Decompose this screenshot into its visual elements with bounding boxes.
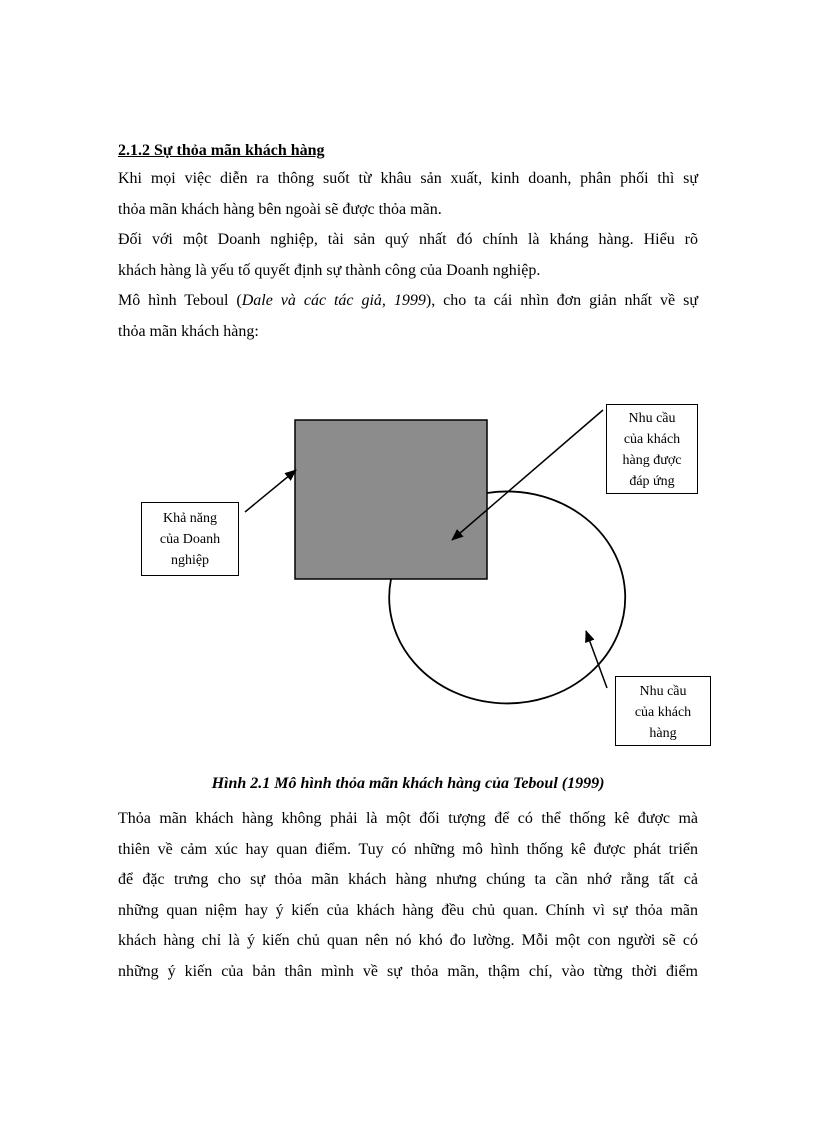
figure-caption: Hình 2.1 Mô hình thỏa mãn khách hàng của Teboul (1999) <box>211 775 605 792</box>
label-business-capability: Khả năng của Doanh nghiệp <box>141 502 239 576</box>
intro-p3-line2: thỏa mãn khách hàng: <box>118 322 259 340</box>
intro-p2-line2: khách hàng là yếu tố quyết định sự thành công của Doanh nghiệp. <box>118 261 541 279</box>
intro-p1-line2: thỏa mãn khách hàng bên ngoài sẽ được thỏa mãn. <box>118 200 442 218</box>
body-line-6: những ý kiến của bản thân mình về sự thỏa mãn, thậm chí, vào từng thời điểm <box>118 962 698 980</box>
arrow-capability <box>245 470 296 512</box>
body-line-1: Thỏa mãn khách hàng không phải là một đối tượng để có thể thống kê được mà <box>118 810 698 827</box>
intro-p3-citation: Dale và các tác giả, 1999 <box>241 292 426 309</box>
body-line-2: thiên về cảm xúc hay quan điểm. Tuy có những mô hình thống kê được phát triển <box>118 840 698 858</box>
body-line-4: những quan niệm hay ý kiến của khách hàng đều chủ quan. Chính vì sự thỏa mãn <box>118 901 698 919</box>
intro-p3-after: ), cho ta cái nhìn đơn giản nhất về sự <box>425 292 698 309</box>
label-needs-met: Nhu cầu của khách hàng được đáp ứng <box>606 404 698 494</box>
section-heading: 2.1.2 Sự thỏa mãn khách hàng <box>118 142 325 159</box>
intro-p1-line1: Khi mọi việc diễn ra thông suốt từ khâu sản xuất, kinh doanh, phân phối thì sự <box>118 170 698 187</box>
business-capability-square <box>295 420 487 579</box>
body-paragraph <box>118 804 698 987</box>
intro-p3-before: Mô hình Teboul ( <box>118 292 242 309</box>
label-customer-needs: Nhu cầu của khách hàng <box>615 676 711 746</box>
body-line-5: khách hàng chỉ là ý kiến chủ quan nên nó khó đo lường. Mỗi một con người sẽ có <box>118 932 698 949</box>
body-line-3: để đặc trưng cho sự thỏa mãn khách hàng nhưng chúng ta cần nhớ rằng tất cả <box>118 871 698 888</box>
intro-p2-line1: Đối với một Doanh nghiệp, tài sản quý nhất đó chính là kháng hàng. Hiểu rõ <box>118 231 698 248</box>
